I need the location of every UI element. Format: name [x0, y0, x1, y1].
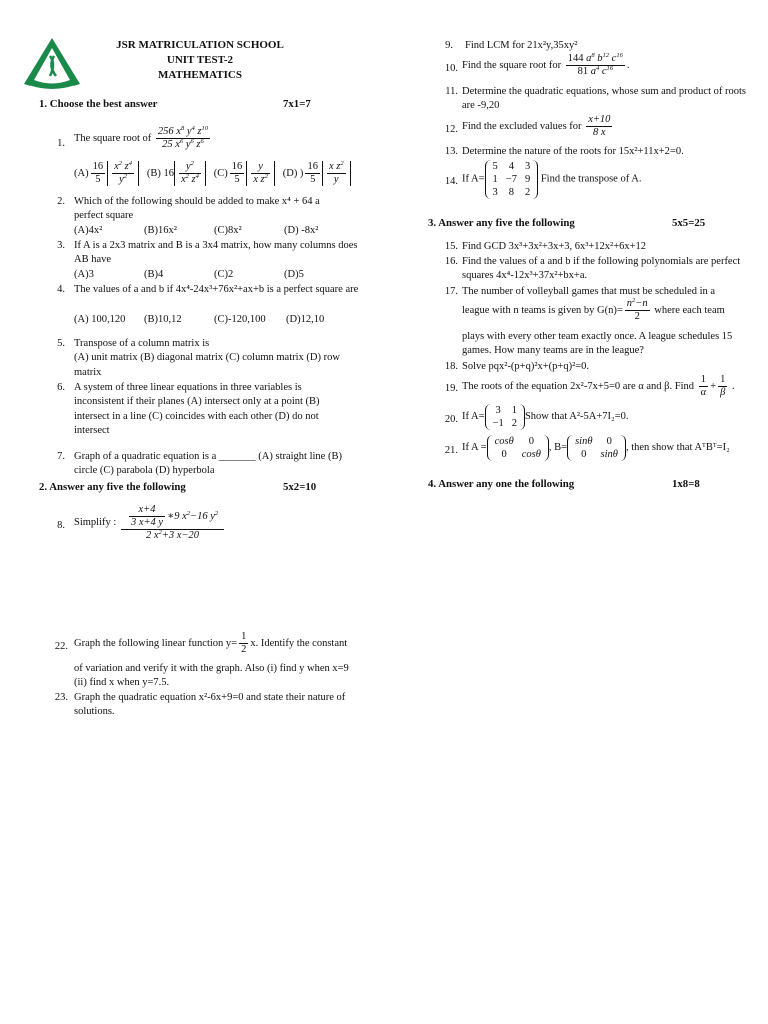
q20-pre: If A= [462, 410, 485, 422]
q20-number: 20. [444, 414, 458, 425]
q3-number: 3. [57, 240, 65, 251]
q5-options: (A) unit matrix (B) diagonal matrix (C) column matrix (D) row matrix [74, 352, 340, 378]
q22-pre: Graph the following linear function y= [74, 637, 238, 649]
q21-pre: If A = [462, 441, 487, 453]
q20-post: Show that A²-5A+7I₂=0. [524, 410, 629, 422]
q12-pre: Find the excluded values for [462, 120, 582, 132]
q1-pre: The square root of [74, 132, 152, 144]
q3-opt-b: (B)4 [144, 269, 164, 280]
q1-fraction: $\frac{256 x^8 y^4 z^{10}}{25 x^6 y^6 z^6}$ [157, 125, 208, 151]
q3-text: If A is a 2x3 matrix and B is a 3x4 matrix, how many columns does AB have [74, 240, 358, 266]
q22-fraction: $\frac{1}{2}$ [241, 631, 247, 656]
q14-pre: If A= [462, 173, 485, 185]
q22-text2: of variation and verify it with the graph. Also (i) find y when x=9 (ii) find x when y=7.5. [74, 663, 349, 689]
q21-post: , then show that AᵀBᵀ=I₂ [625, 441, 730, 453]
section3-marks: 5x5=25 [672, 217, 706, 229]
q2-opt-d: (D) -8x² [284, 225, 319, 236]
q19-frac-alpha: $\frac{1}{\alpha}$ [700, 374, 707, 399]
q21-matrix-a: cosθ 0 0 cosθ [487, 435, 549, 461]
q2-opt-b: (B)16x² [144, 225, 177, 236]
section4-marks: 1x8=8 [672, 478, 700, 490]
q1-opt-d: (D) ) [282, 167, 304, 179]
q8-pre: Simplify : [74, 516, 117, 528]
q19-text: The roots of the equation 2x²-7x+5=0 are α and β. Find $\frac{1}{\alpha}$ + $\frac{1}{\beta}$ . [462, 374, 735, 399]
q8-number: 8. [57, 520, 65, 531]
q5-stem: Transpose of a column matrix is [74, 338, 210, 349]
q17-mid-post: where each team [654, 304, 725, 316]
q22-post: x. Identify the constant [250, 637, 348, 649]
q10-number: 10. [444, 63, 458, 74]
q1-opt-b: (B) 16 [146, 167, 174, 179]
q17-text: The number of volleyball games that must be scheduled in a [462, 286, 716, 297]
q14-number: 14. [444, 176, 458, 187]
section1-title: 1. Choose the best answer [39, 98, 158, 110]
q10-fraction: $\frac{144 a^8 b^{12} c^{16}}{81 a^4 c^{16}}$ [567, 52, 623, 78]
q15-text: Find GCD 3x³+3x²+3x+3, 6x³+12x²+6x+12 [462, 241, 647, 252]
q20-text [462, 404, 629, 430]
q22-text [74, 631, 374, 656]
q23-number: 23. [54, 692, 68, 703]
q14-matrix: 5 4 3 1 −7 9 3 8 2 [485, 160, 539, 199]
q4-number: 4. [57, 284, 65, 295]
q3-opt-a: (A)3 [74, 269, 94, 280]
q4-opt-a: (A) 100,120 [74, 314, 126, 325]
q17-text3: plays with every other team exactly once. A league schedules 15 games. How many teams are in the league? [462, 331, 733, 357]
q16-number: 16. [444, 256, 458, 267]
q3-opt-c: (C)2 [214, 269, 234, 280]
q9-text: Find LCM for 21x²y,35xy² [465, 40, 578, 51]
section4-title: 4. Answer any one the following [428, 478, 575, 490]
school-crest-icon [20, 36, 84, 92]
q17-mid [462, 298, 725, 323]
q1-number: 1. [57, 138, 65, 149]
q21-mid: , B= [548, 441, 568, 453]
q8-expression: $\frac{x+4}{3 x+4 y}$ ∗9 $x^2-16$ $y^2$ 2 $x^2+3$ x−20 [121, 504, 224, 542]
q18-text: Solve pqx²-(p+q)²x+(p+q)²=0. [462, 361, 590, 372]
q4-opt-b: (B)10,12 [144, 314, 182, 325]
q10-text: Find the square root for $\frac{144 a^8 b^{12} c^{16}}{81 a^4 c^{16}}$ . [462, 52, 630, 78]
q20-matrix: 3 1 −1 2 [485, 404, 525, 430]
q10-pre: Find the square root for [462, 59, 562, 71]
q23-text: Graph the quadratic equation x²-6x+9=0 and state their nature of solutions. [74, 692, 346, 718]
q21-text [462, 435, 730, 461]
section2-title: 2. Answer any five the following [39, 481, 186, 493]
q1-opt-a: (A) [74, 167, 89, 179]
q4-opt-c: (C)-120,100 [214, 314, 266, 325]
test-name: UNIT TEST-2 [166, 53, 234, 66]
q1-text [74, 126, 212, 151]
q1-opt-c: (C) [213, 167, 228, 179]
q2-opt-c: (C)8x² [214, 225, 242, 236]
q14-post: Find the transpose of A. [540, 173, 642, 185]
q12-number: 12. [444, 124, 458, 135]
q3-options [74, 268, 304, 282]
q8-text [74, 504, 226, 542]
q6-number: 6. [57, 382, 65, 393]
q13-text: Determine the nature of the roots for 15x²+11x+2=0. [462, 146, 684, 157]
q13-number: 13. [444, 146, 458, 157]
q15-number: 15. [444, 241, 458, 252]
q11-number: 11. [445, 86, 458, 97]
q22-number: 22. [54, 641, 68, 652]
q4-text: The values of a and b if 4x⁴-24x³+76x²+ax+b is a perfect square are [74, 284, 359, 295]
q2-text: Which of the following should be added to make x⁴ + 64 a perfect square [74, 196, 320, 222]
q16-text: Find the values of a and b if the following polynomials are perfect squares 4x⁴-12x³+37x²+bx+a. [462, 256, 741, 282]
q12-text [462, 114, 614, 139]
section1-marks: 7x1=7 [283, 98, 311, 110]
subject-name: MATHEMATICS [158, 68, 242, 81]
q5-number: 5. [57, 338, 65, 349]
q18-number: 18. [444, 361, 458, 372]
q2-number: 2. [57, 196, 65, 207]
school-name: JSR MATRICULATION SCHOOL [116, 39, 284, 51]
q12-fraction: $\frac{x+10}{8 x}$ [588, 114, 611, 139]
section3-title: 3. Answer any five the following [428, 217, 575, 229]
q14-text [462, 160, 641, 199]
q5-text [74, 337, 359, 380]
q21-number: 21. [444, 445, 458, 456]
section2-marks: 5x2=10 [283, 481, 317, 493]
q19-pre: The roots of the equation 2x²-7x+5=0 are α and β. Find [462, 380, 694, 392]
q17-fraction: $\frac{n^2-n}{2}$ [626, 297, 648, 323]
q19-number: 19. [444, 383, 458, 394]
q4-options [74, 313, 324, 327]
q17-mid-pre: league with n teams is given by G(n)= [462, 304, 623, 316]
q11-text: Determine the quadratic equations, whose sum and product of roots are -9,20 [462, 86, 747, 112]
q17-number: 17. [444, 286, 458, 297]
q2-opt-a: (A)4x² [74, 225, 103, 236]
q7-number: 7. [57, 451, 65, 462]
q6-text: A system of three linear equations in three variables is inconsistent if their planes (A) intersect only at a point (B) intersect in a line (C) coincides with each other (D) do not intersect [74, 382, 320, 437]
q21-matrix-b: sinθ 0 0 sinθ [567, 435, 626, 461]
q7-text: Graph of a quadratic equation is a _______ (A) straight line (B) circle (C) parabola (D) hyperbola [74, 451, 342, 477]
q1-options: (A) $\frac{16}{5}$ $\frac{x^2 z^4}{y^2}$ (B) 16 $\frac{y^2}{x^2 z^4}$ (C) $\frac{16}{5}$ $\frac{y}{x z^2}$ (D) ) $\frac{16}{5}$ $\frac{x z^2}{y}$ [74, 161, 351, 186]
q19-frac-beta: $\frac{1}{\beta}$ [720, 374, 726, 399]
q4-opt-d: (D)12,10 [286, 314, 325, 325]
school-logo [20, 36, 84, 92]
q9-number: 9. [445, 40, 453, 51]
q3-opt-d: (D)5 [284, 269, 304, 280]
q2-options [74, 224, 318, 238]
page-header [100, 38, 300, 83]
